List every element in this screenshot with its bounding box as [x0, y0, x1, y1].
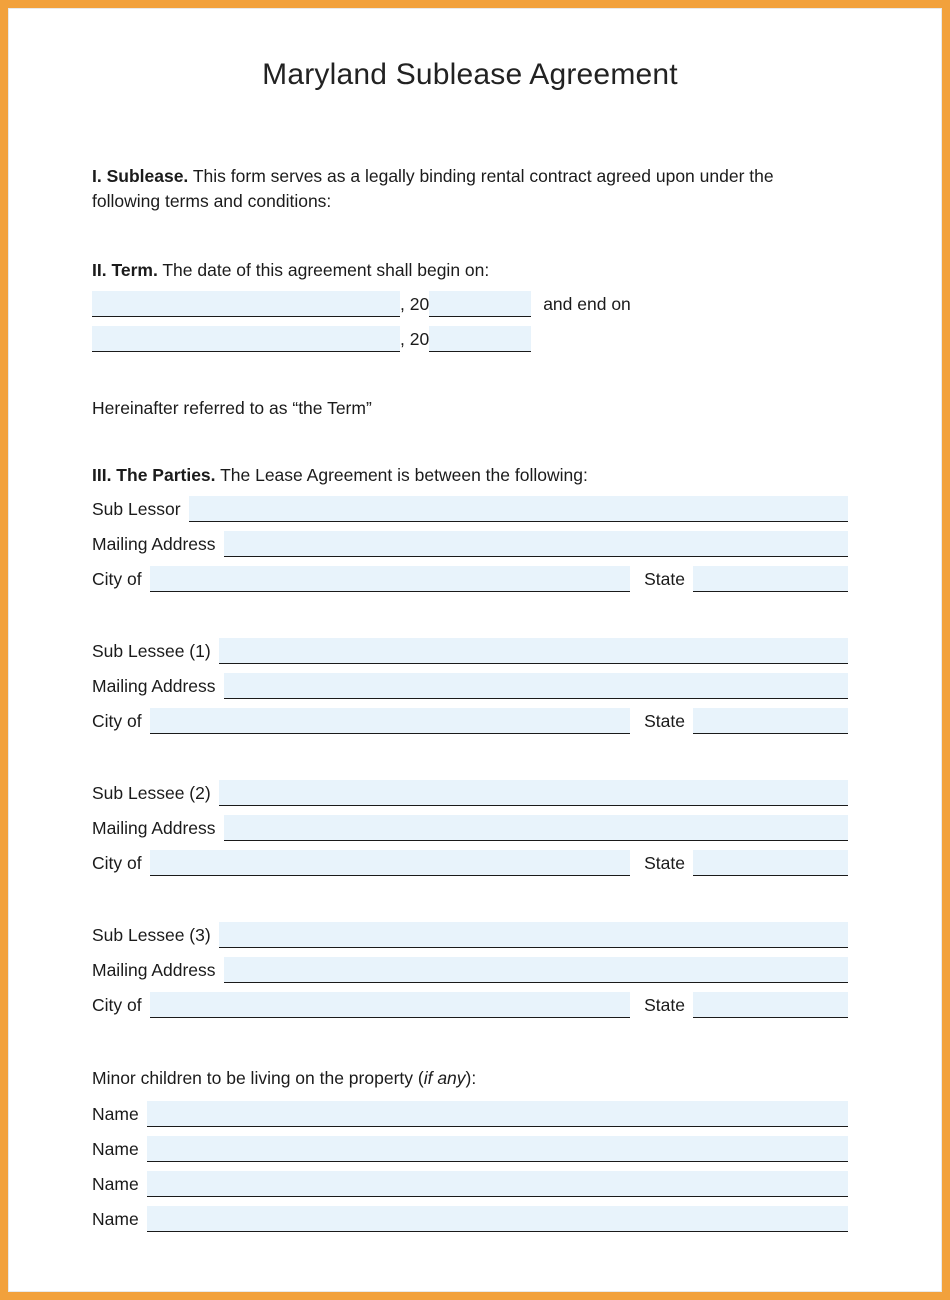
state-label: State — [644, 853, 685, 874]
minor-child-row — [92, 1171, 848, 1197]
sub-lessee-1-city-state-row — [92, 708, 848, 734]
section-parties-body: The Lease Agreement is between the following: — [220, 464, 588, 485]
sub-lessee-1-block — [92, 638, 848, 734]
sub-lessee-3-city-input[interactable] — [150, 992, 631, 1018]
sub-lessee-1-mailing-row — [92, 673, 848, 699]
sub-lessee-3-block — [92, 922, 848, 1018]
state-label: State — [644, 711, 685, 732]
term-start-comma-20: , 20 — [400, 293, 430, 314]
page-title: Maryland Sublease Agreement — [262, 58, 678, 91]
name-label: Name — [92, 1139, 139, 1160]
sub-lessor-state-input[interactable] — [693, 566, 848, 592]
sub-lessee-2-name-row — [92, 780, 848, 806]
city-of-label: City of — [92, 853, 142, 874]
term-end-date-input[interactable] — [92, 326, 400, 352]
section-sublease-body: This form serves as a legally binding rental contract agreed upon under the following terms and conditions: — [92, 166, 774, 211]
section-term-heading: II. Term. — [92, 259, 158, 280]
sub-lessee-1-name-row — [92, 638, 848, 664]
minor-child-row — [92, 1101, 848, 1127]
state-label: State — [644, 995, 685, 1016]
section-parties-paragraph — [92, 463, 827, 488]
state-label: State — [644, 569, 685, 590]
sub-lessee-1-mailing-address-input[interactable] — [224, 673, 848, 699]
minor-child-row — [92, 1136, 848, 1162]
term-end-year-input[interactable] — [429, 326, 531, 352]
minor-children-intro-suffix: ): — [465, 1068, 477, 1089]
sub-lessee-2-label: Sub Lessee (2) — [92, 783, 211, 804]
minor-children-intro-italic: if any — [423, 1068, 466, 1089]
term-end-row — [92, 326, 848, 352]
sub-lessee-3-mailing-row — [92, 957, 848, 983]
section-term-body: The date of this agreement shall begin on: — [162, 259, 490, 280]
sub-lessee-2-city-input[interactable] — [150, 850, 631, 876]
sub-lessee-2-city-state-row — [92, 850, 848, 876]
sub-lessor-city-input[interactable] — [150, 566, 631, 592]
section-term-paragraph — [92, 258, 827, 283]
city-of-label: City of — [92, 995, 142, 1016]
minor-children-intro-prefix: Minor children to be living on the property ( — [92, 1068, 424, 1089]
minor-child-row — [92, 1206, 848, 1232]
term-date-rows — [92, 291, 848, 352]
term-and-end-on-text: and end on — [543, 293, 631, 314]
mailing-address-label: Mailing Address — [92, 676, 216, 697]
sub-lessor-block — [92, 496, 848, 592]
term-start-row — [92, 291, 848, 317]
sub-lessee-3-name-row — [92, 922, 848, 948]
term-end-comma-20: , 20 — [400, 328, 430, 349]
sub-lessee-2-mailing-row — [92, 815, 848, 841]
term-start-date-input[interactable] — [92, 291, 400, 317]
sub-lessor-mailing-address-input[interactable] — [224, 531, 848, 557]
sub-lessor-label: Sub Lessor — [92, 499, 181, 520]
sub-lessor-name-row — [92, 496, 848, 522]
sub-lessee-3-name-input[interactable] — [219, 922, 848, 948]
name-label: Name — [92, 1209, 139, 1230]
section-sublease-heading: I. Sublease. — [92, 166, 189, 186]
sub-lessee-1-label: Sub Lessee (1) — [92, 641, 211, 662]
mailing-address-label: Mailing Address — [92, 534, 216, 555]
page-content — [8, 8, 942, 1232]
sub-lessee-1-name-input[interactable] — [219, 638, 848, 664]
section-parties-heading: III. The Parties. — [92, 464, 216, 485]
sub-lessee-3-label: Sub Lessee (3) — [92, 925, 211, 946]
sub-lessee-1-city-input[interactable] — [150, 708, 631, 734]
mailing-address-label: Mailing Address — [92, 960, 216, 981]
sub-lessee-2-block — [92, 780, 848, 876]
sub-lessee-3-state-input[interactable] — [693, 992, 848, 1018]
sub-lessor-mailing-row — [92, 531, 848, 557]
section-sublease-paragraph — [92, 164, 827, 214]
minor-child-name-input-3[interactable] — [147, 1171, 848, 1197]
sub-lessee-2-mailing-address-input[interactable] — [224, 815, 848, 841]
city-of-label: City of — [92, 569, 142, 590]
city-of-label: City of — [92, 711, 142, 732]
name-label: Name — [92, 1104, 139, 1125]
minor-child-name-input-4[interactable] — [147, 1206, 848, 1232]
term-start-year-input[interactable] — [429, 291, 531, 317]
mailing-address-label: Mailing Address — [92, 818, 216, 839]
sub-lessee-1-state-input[interactable] — [693, 708, 848, 734]
sub-lessor-name-input[interactable] — [189, 496, 848, 522]
sub-lessor-city-state-row — [92, 566, 848, 592]
hereinafter-text: Hereinafter referred to as “the Term” — [92, 397, 372, 418]
minor-children-section — [92, 1066, 848, 1232]
sub-lessee-3-mailing-address-input[interactable] — [224, 957, 848, 983]
sub-lessee-2-name-input[interactable] — [219, 780, 848, 806]
sub-lessee-2-state-input[interactable] — [693, 850, 848, 876]
minor-children-intro — [92, 1066, 827, 1091]
minor-child-name-input-1[interactable] — [147, 1101, 848, 1127]
minor-child-name-input-2[interactable] — [147, 1136, 848, 1162]
name-label: Name — [92, 1174, 139, 1195]
sub-lessee-3-city-state-row — [92, 992, 848, 1018]
minor-children-rows — [92, 1101, 848, 1232]
